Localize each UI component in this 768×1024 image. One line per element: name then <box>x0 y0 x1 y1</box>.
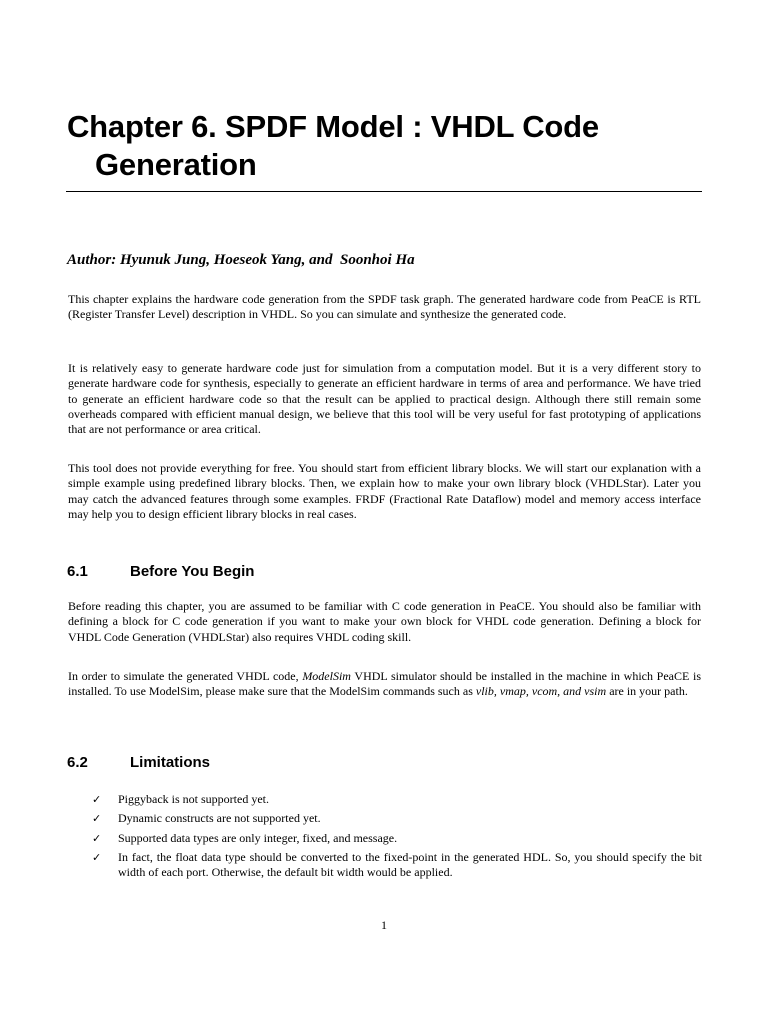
section-title: Limitations <box>130 754 211 771</box>
chapter-title: Chapter 6. SPDF Model : VHDL Code Generation <box>67 109 599 182</box>
text-run: are in your path. <box>606 684 688 699</box>
text-run: VHDL simulator should be installed in the machine in which PeaCE is installed. To use ModelSim, please make sure that the ModelSim commands such as <box>68 669 701 699</box>
checkmark-icon: ✓ <box>92 850 102 864</box>
author-line: Author: Hyunuk Jung, Hoeseok Yang, and Soonhoi Ha <box>67 252 415 268</box>
section-6-1-paragraph-2 <box>68 669 701 700</box>
modelsim-commands: vlib, vmap, vcom, and vsim <box>475 684 607 699</box>
section-number: 6.1 <box>67 563 88 580</box>
intro-paragraph-1: This chapter explains the hardware code generation from the SPDF task graph. The generated hardware code from PeaCE is RTL (Register Transfer Level) description in VHDL. So you can simulate and synthesize the generated code. <box>68 292 701 322</box>
list-item-text: Supported data types are only integer, fixed, and message. <box>118 830 398 845</box>
intro-paragraph-3: This tool does not provide everything for free. You should start from efficient library blocks. We will start our explanation with a simple example using predefined library blocks. Then, we explain how to make your own library block (VHDLStar). Later you may catch the advanced features through some examples. FRDF (Fractional Rate Dataflow) model and memory access interface may help you to design efficient library blocks in real cases. <box>68 461 701 521</box>
text-run: In order to simulate the generated VHDL code, <box>68 669 303 683</box>
list-item-text: In fact, the float data type should be converted to the fixed-point in the generated HDL. So, you should specify the bit width of each port. Otherwise, the default bit width would be applied. <box>118 849 702 880</box>
list-item <box>92 831 702 846</box>
title-divider <box>66 191 702 192</box>
checkmark-icon: ✓ <box>92 831 102 845</box>
section-heading-6-1 <box>67 562 254 582</box>
page-number: 1 <box>381 918 387 932</box>
list-item-text: Piggyback is not supported yet. <box>118 792 269 806</box>
list-item <box>92 811 702 826</box>
list-item-text: Dynamic constructs are not supported yet. <box>118 811 321 826</box>
list-item <box>92 850 702 881</box>
checkmark-icon: ✓ <box>92 812 102 826</box>
section-heading-6-2 <box>67 753 210 773</box>
limitations-list <box>92 792 702 884</box>
section-number: 6.2 <box>67 754 88 771</box>
modelsim-term: ModelSim <box>302 669 351 683</box>
intro-paragraph-2: It is relatively easy to generate hardware code just for simulation from a computation model. But it is a very different story to generate hardware code for synthesis, especially to generate an efficient hardware in terms of area and performance. We have tried to generate an efficient hardware code so that the result can be applied to practical design. Although there still remain some overheads compared with efficient manual design, we believe that this tool will be very useful for fast prototyping of applications that are not performance or area critical. <box>68 361 701 437</box>
section-title: Before You Begin <box>130 563 255 580</box>
checkmark-icon: ✓ <box>92 793 102 806</box>
section-6-1-paragraph-1: Before reading this chapter, you are assumed to be familiar with C code generation in PeaCE. You should also be familiar with defining a block for C code generation if you want to make your own block for VHDL code generation. Defining a block for VHDL Code Generation (VHDLStar) also requires VHDL coding skill. <box>68 599 701 644</box>
list-item <box>92 792 702 807</box>
